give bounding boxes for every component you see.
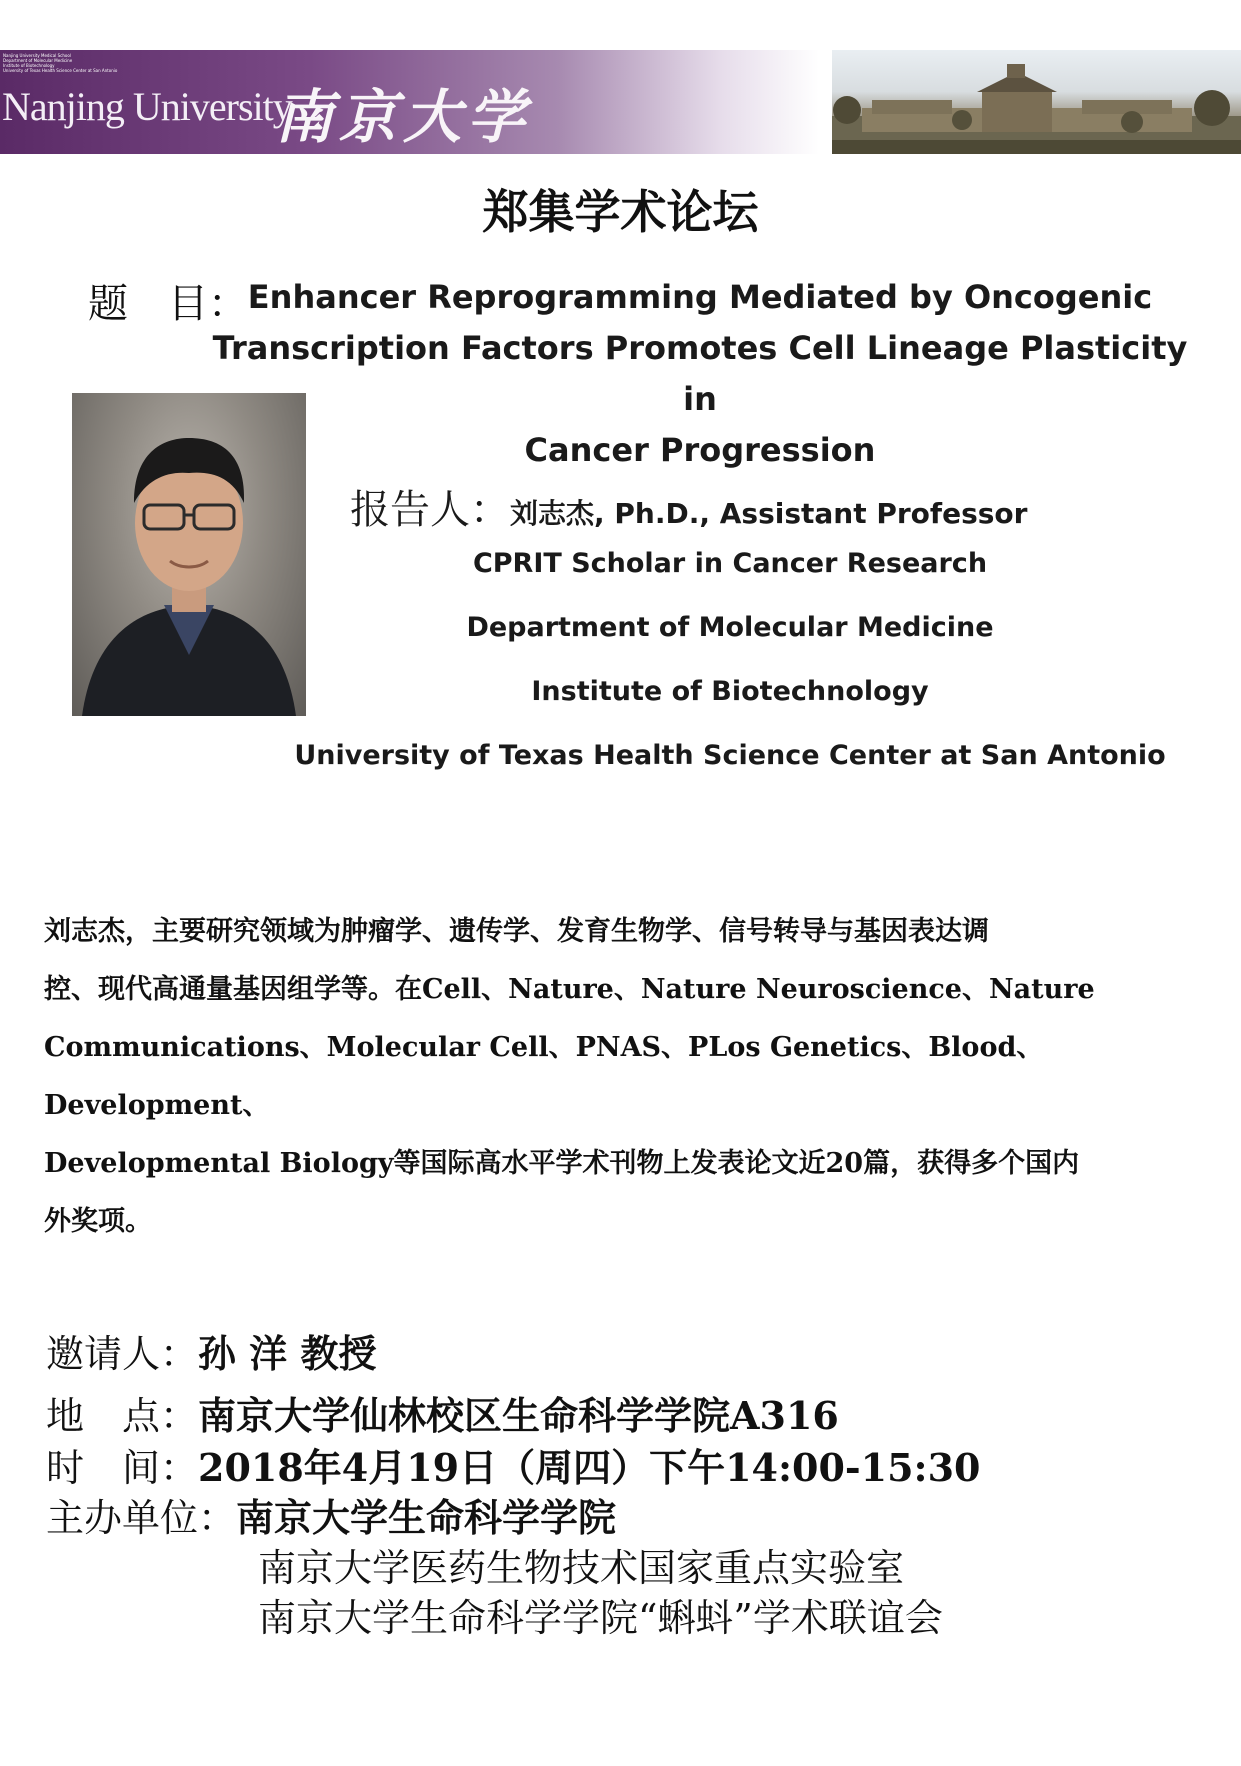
campus-photo	[832, 50, 1241, 154]
banner-tiny-line: Nanjing University Medical School	[3, 53, 71, 58]
inviter-value: 孙 洋 教授	[198, 1331, 377, 1376]
location-label: 地 点：	[46, 1394, 199, 1438]
affiliation-line: University of Texas Health Science Center at San Antonio	[294, 740, 1166, 771]
topic-label: 题 目：	[88, 281, 248, 327]
host-value: 南京大学生命科学学院“蝌蚪”学术联谊会	[258, 1596, 943, 1640]
bio-line: 刘志杰，主要研究领域为肿瘤学、遗传学、发育生物学、信号转导与基因表达调	[44, 916, 989, 947]
topic-title	[200, 272, 1200, 476]
banner-tiny-line: Department of Molecular Medicine	[3, 58, 73, 63]
university-name-cn-logo: 南京大学	[275, 83, 532, 151]
banner-tiny-line: Institute of Biotechnology	[3, 63, 55, 68]
bio-line: 外奖项。	[44, 1206, 152, 1237]
time-label: 时 间：	[46, 1446, 199, 1490]
bio-line: Developmental Biology等国际高水平学术刊物上发表论文近20篇，获得多个国内	[44, 1148, 1080, 1179]
inviter-label: 邀请人：	[46, 1332, 199, 1376]
host-label: 主办单位：	[46, 1496, 237, 1540]
host-value: 南京大学生命科学学院	[236, 1495, 617, 1540]
location-row	[46, 1385, 839, 1440]
host-row	[46, 1487, 616, 1542]
speaker-bio	[44, 903, 1184, 1251]
speaker-line	[350, 478, 1027, 535]
speaker-affiliations	[240, 532, 1220, 788]
affiliation-line: Institute of Biotechnology	[531, 676, 929, 707]
university-name-en: Nanjing University	[2, 84, 292, 129]
inviter-row	[46, 1323, 376, 1378]
topic-line: Enhancer Reprogramming Mediated by Oncogenic	[247, 278, 1153, 316]
header-banner	[0, 50, 1241, 154]
speaker-name-title: 刘志杰, Ph.D., Assistant Professor	[510, 497, 1028, 530]
bio-line: Communications、Molecular Cell、PNAS、PLos Genetics、Blood、Development、	[44, 1032, 1044, 1121]
bio-line: 控、现代高通量基因组学等。在Cell、Nature、Nature Neuroscience、Nature	[44, 974, 1095, 1005]
affiliation-line: CPRIT Scholar in Cancer Research	[472, 548, 988, 579]
affiliation-line: Department of Molecular Medicine	[466, 612, 994, 643]
speaker-label: 报告人：	[350, 487, 510, 533]
campus-building-illustration	[832, 50, 1241, 154]
host-value: 南京大学医药生物技术国家重点实验室	[258, 1546, 905, 1590]
time-value: 2018年4月19日（周四）下午14:00-15:30	[198, 1445, 981, 1490]
forum-title: 郑集学术论坛	[482, 185, 759, 239]
banner-tiny-line: University of Texas Health Science Center at San Antonio	[3, 68, 118, 73]
time-row	[46, 1437, 980, 1492]
topic-line: Cancer Progression	[524, 431, 876, 469]
topic-line: Transcription Factors Promotes Cell Lineage Plasticity in	[212, 329, 1188, 418]
location-value: 南京大学仙林校区生命科学学院A316	[198, 1393, 839, 1438]
